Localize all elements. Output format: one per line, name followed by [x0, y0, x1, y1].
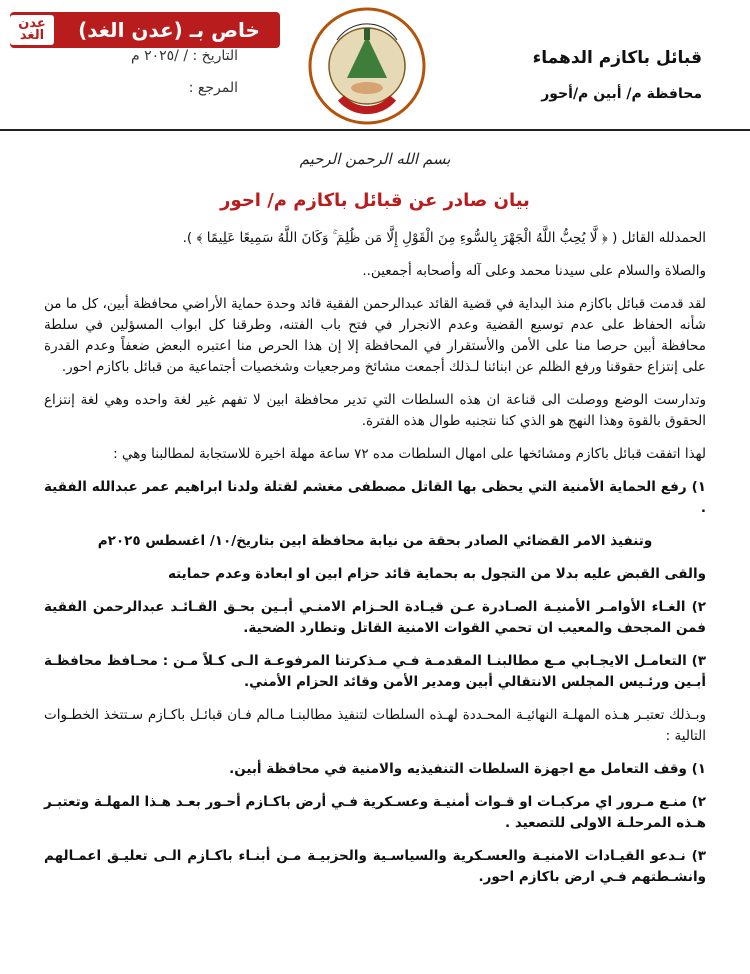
- header-right-block: [533, 48, 702, 102]
- assessment-paragraph: وتدارست الوضع ووصلت الى قناعة ان هذه السلطات التي تدير محافظة ابين لا تفهم غير لغة واحده وهي لغة إنتزاع الحقوق بالقوة وهذا النهج هو الذي كنا نتجنبه طوال هذه الفترة.: [44, 392, 706, 429]
- letterhead: [0, 0, 750, 128]
- statement-title: بيان صادر عن قبائل باكازم م/ احور: [220, 190, 530, 211]
- step-1: ١) وقف التعامل مع اجهزة السلطات التنفيذيه والامنية في محافظة أبين.: [229, 761, 706, 777]
- header-divider: [0, 129, 750, 131]
- demand-3: ٣) التعامـل الايجـابي مـع مطالبنـا المقدمـة فـي مـذكرتنا المرفوعـة الـى كـلاً مـن : محـافظ محافظـة أبـين ورئـيس المجلس الانتقالي أبين ومدير الأمن وقائد الحزام الأمني.: [44, 653, 706, 690]
- basmala: بسم الله الرحمن الرحيم: [299, 150, 451, 168]
- step-3: ٣) نـدعو القيـادات الامنيـة والعسـكرية والسياسـية والحزبيـة مـن أبنـاء باكـازم الـى تعليـق اعمـالهم وانشـطتهم فـي ارض باكازم احور.: [44, 848, 706, 885]
- demand-1: ١) رفع الحماية الأمنية التي يحظى بها القاتل مصطفى مغشم لقتلة ولدنا ابراهيم عمر عبدالله الفقية .: [44, 479, 706, 516]
- demand-1-continued: وتنفيذ الامر القضائي الصادر بحقة من نيابة محافظة ابين بتاريخ/١٠/ اغسطس ٢٠٢٥م: [97, 533, 653, 549]
- date-label: التاريخ : / /٢٠٢٥ م: [130, 48, 238, 64]
- aden-alghad-logo: [10, 15, 54, 45]
- background-paragraph: لقد قدمت قبائل باكازم منذ البداية في قضية القائد عبدالرحمن الفقية قائد وحدة حماية الأراضي محافظة أبين، كل ما من شأنه الحفاظ على عدم توسيع القضية وعدم الانجرار في فتح باب الفتنه، وطرقنا كل ابواب المسؤلين في سلطة محافظة أبين حرصا منا على الأمن والأستقرار في المحافظة إلا إن هذا الحرص منا اعتبره البعض ضعفاً وعدم القدرة على إنتزاع حقوقنا ورفع الظلم عن ابنائنا لـذلك أجمعت مشائخ ومرجعيات وشخصيات أجتماعية من قبائل باكازم احور.: [44, 296, 706, 375]
- reference-label: المرجع :: [188, 80, 238, 96]
- governorate-line: محافظة م/ أبين م/أحور: [541, 86, 702, 102]
- salutation: والصلاة والسلام على سيدنا محمد وعلى آله وأصحابه أجمعين..: [362, 263, 706, 279]
- tribe-name: قبائل باكازم الدهماء: [532, 48, 702, 68]
- statement-body: [44, 228, 706, 888]
- deadline-paragraph: لهذا اتفقت قبائل باكازم ومشائخها على امهال السلطات مده ٧٢ ساعة مهلة اخيرة للاستجابة لمطالبنا وهي :: [113, 446, 706, 462]
- logo-line2: الغد: [19, 28, 45, 43]
- demand-2: ٢) الغـاء الأوامـر الأمنيـة الصـادرة عـن قيـادة الحـزام الامنـي أبـين بحـق القـائـد عبدالرحمن الفقية فمن المجحف والمعيب ان تحمي القوات الامنية القاتل وتطارد الضحية.: [44, 599, 706, 636]
- source-badge: [10, 12, 280, 48]
- tribe-seal-icon: [307, 6, 427, 126]
- badge-text: خاص بـ (عدن الغد): [78, 18, 260, 42]
- demand-1-arrest: والقى القبض عليه بدلا من التجول به بحماية قائد حزام ابين او ابعادة وعدم حمايته: [167, 566, 706, 582]
- opening-verse: الحمدلله القائل ( ﴿ لَّا يُحِبُّ اللَّهُ الْجَهْرَ بِالسُّوءِ مِنَ الْقَوْلِ إِلَّا مَن ظُلِمَ ۚ وَكَانَ اللَّهُ سَمِيعًا عَلِيمًا ﴾ ).: [182, 230, 706, 246]
- ultimatum-paragraph: وبـذلك تعتبـر هـذه المهلـة النهائيـة المحـددة لهـذه السلطات لتنفيذ مطالبنـا مـالم فـان قبائـل باكـازم سـتتخذ الخطـوات التالية :: [44, 707, 706, 744]
- header-left-block: [68, 48, 238, 112]
- step-2: ٢) منـع مـرور اي مركبـات او قـوات أمنيـة وعسـكرية فـي أرض باكـازم أحـور بعـد هـذا المهلـة وتعتبـر هـذه المرحلـة الاولى للتصعيد .: [44, 794, 706, 831]
- logo-line1: عدن: [18, 16, 46, 31]
